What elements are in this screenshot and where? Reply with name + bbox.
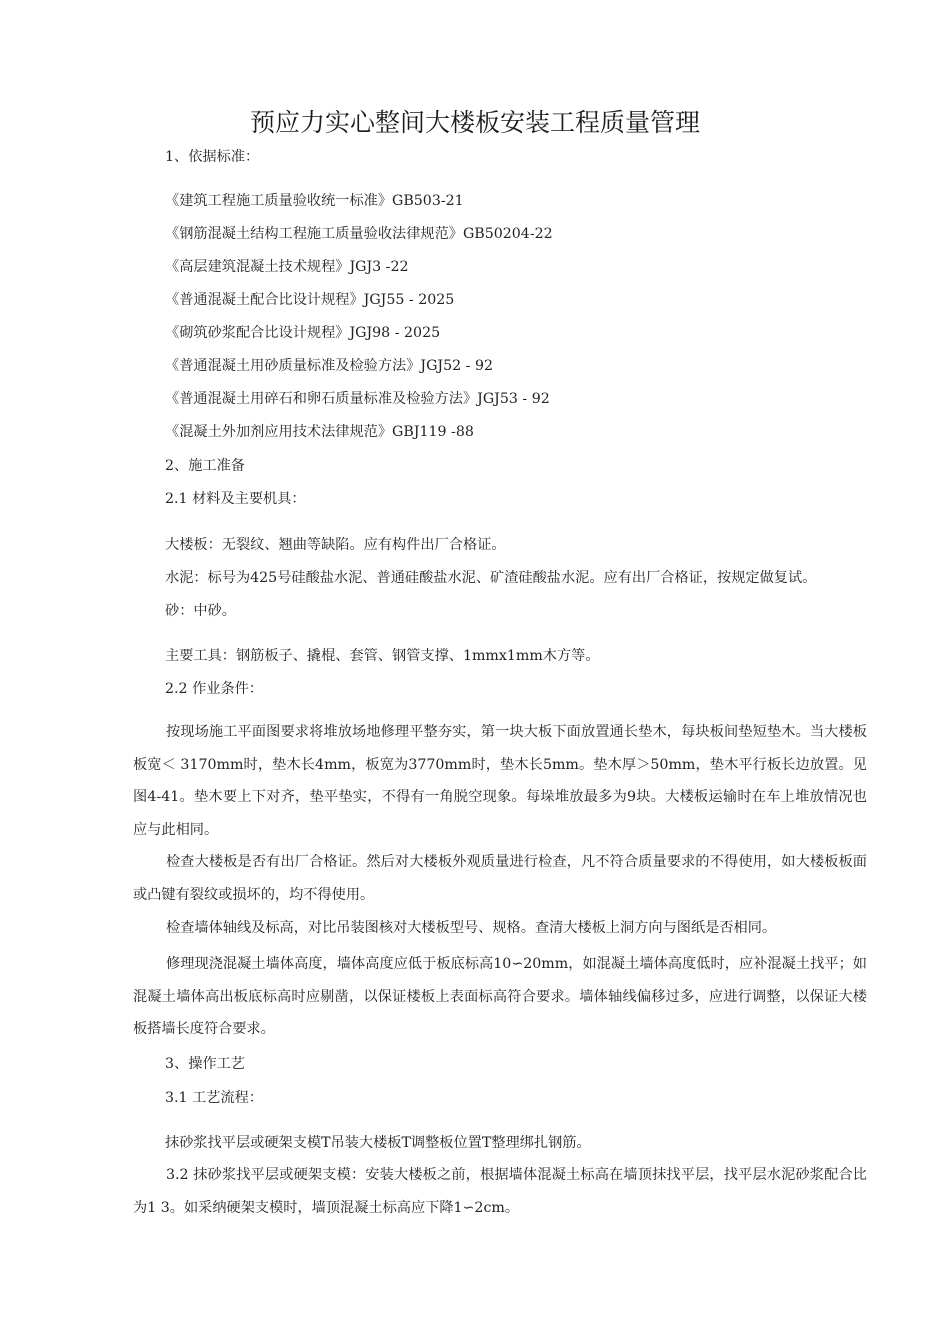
condition-paragraph: 按现场施工平面图要求将堆放场地修理平整夯实，第一块大板下面放置通长垫木，每块板间垫短垫木。当大楼板板宽＜ 3170mm时，垫木长4mm，板宽为3770mm时，垫木长5mm。垫木厚＞50mm，垫木平行板长边放置。见图4-41。垫木要上下对齐，垫平垫实，不得有一角脱空现象。每垛堆放最多为9块。大楼板运输时在车上堆放情况也应与此相同。 xyxy=(133,724,867,838)
section-3-heading: 3、操作工艺 xyxy=(165,1056,245,1072)
section-3-2-paragraph: 3.2 抹砂浆找平层或硬架支模：安装大楼板之前，根据墙体混凝土标高在墙顶抹找平层，找平层水泥砂浆配合比为1 3。如采纳硬架支模时，墙顶混凝土标高应下降1∽2cm。 xyxy=(133,1167,867,1216)
condition-paragraph: 检查大楼板是否有出厂合格证。然后对大楼板外观质量进行检查，凡不符合质量要求的不得使用，如大楼板板面或凸键有裂纹或损坏的，均不得使用。 xyxy=(133,854,867,903)
condition-paragraph: 检查墙体轴线及标高，对比吊装图核对大楼板型号、规格。查清大楼板上洞方向与图纸是否相同。 xyxy=(166,920,777,936)
material-item: 大楼板：无裂纹、翘曲等缺陷。应有构件出厂合格证。 xyxy=(165,537,506,553)
section-2-1-heading: 2.1 材料及主要机具： xyxy=(165,491,306,507)
standard-item: 《高层建筑混凝土技术规程》JGJ3 -22 xyxy=(165,259,409,275)
standard-item: 《砌筑砂浆配合比设计规程》JGJ98 - 2025 xyxy=(165,325,441,341)
page-title: 预应力实心整间大楼板安装工程质量管理 xyxy=(249,108,700,137)
standard-item: 《普通混凝土用碎石和卵石质量标准及检验方法》JGJ53 - 92 xyxy=(165,391,550,407)
standard-item: 《混凝土外加剂应用技术法律规范》GBJ119 -88 xyxy=(165,424,474,440)
standard-item: 《普通混凝土配合比设计规程》JGJ55 - 2025 xyxy=(165,292,455,308)
material-item: 砂：中砂。 xyxy=(165,603,236,619)
material-item: 水泥：标号为425号硅酸盐水泥、普通硅酸盐水泥、矿渣硅酸盐水泥。应有出厂合格证，按规定做复试。 xyxy=(165,570,817,586)
standard-item: 《建筑工程施工质量验收统一标准》GB503-21 xyxy=(165,193,464,209)
section-3-1-heading: 3.1 工艺流程： xyxy=(165,1090,264,1106)
section-1-heading: 1、依据标准： xyxy=(165,149,260,165)
standard-item: 《普通混凝土用砂质量标准及检验方法》JGJ52 - 92 xyxy=(165,358,494,374)
condition-paragraph: 修理现浇混凝土墙体高度，墙体高度应低于板底标高10∽20mm，如混凝土墙体高度低时，应补混凝土找平；如混凝土墙体高出板底标高时应剔凿，以保证楼板上表面标高符合要求。墙体轴线偏移过多，应进行调整，以保证大楼板搭墙长度符合要求。 xyxy=(133,956,867,1037)
tools-line: 主要工具：钢筋板子、撬棍、套管、钢管支撑、1mmx1mm木方等。 xyxy=(165,648,600,664)
section-2-heading: 2、施工准备 xyxy=(165,458,245,474)
process-flow: 抹砂浆找平层或硬架支模T吊装大楼板T调整板位置T整理绑扎钢筋。 xyxy=(165,1135,591,1151)
section-2-2-heading: 2.2 作业条件： xyxy=(165,681,264,697)
standard-item: 《钢筋混凝土结构工程施工质量验收法律规范》GB50204-22 xyxy=(165,226,553,242)
